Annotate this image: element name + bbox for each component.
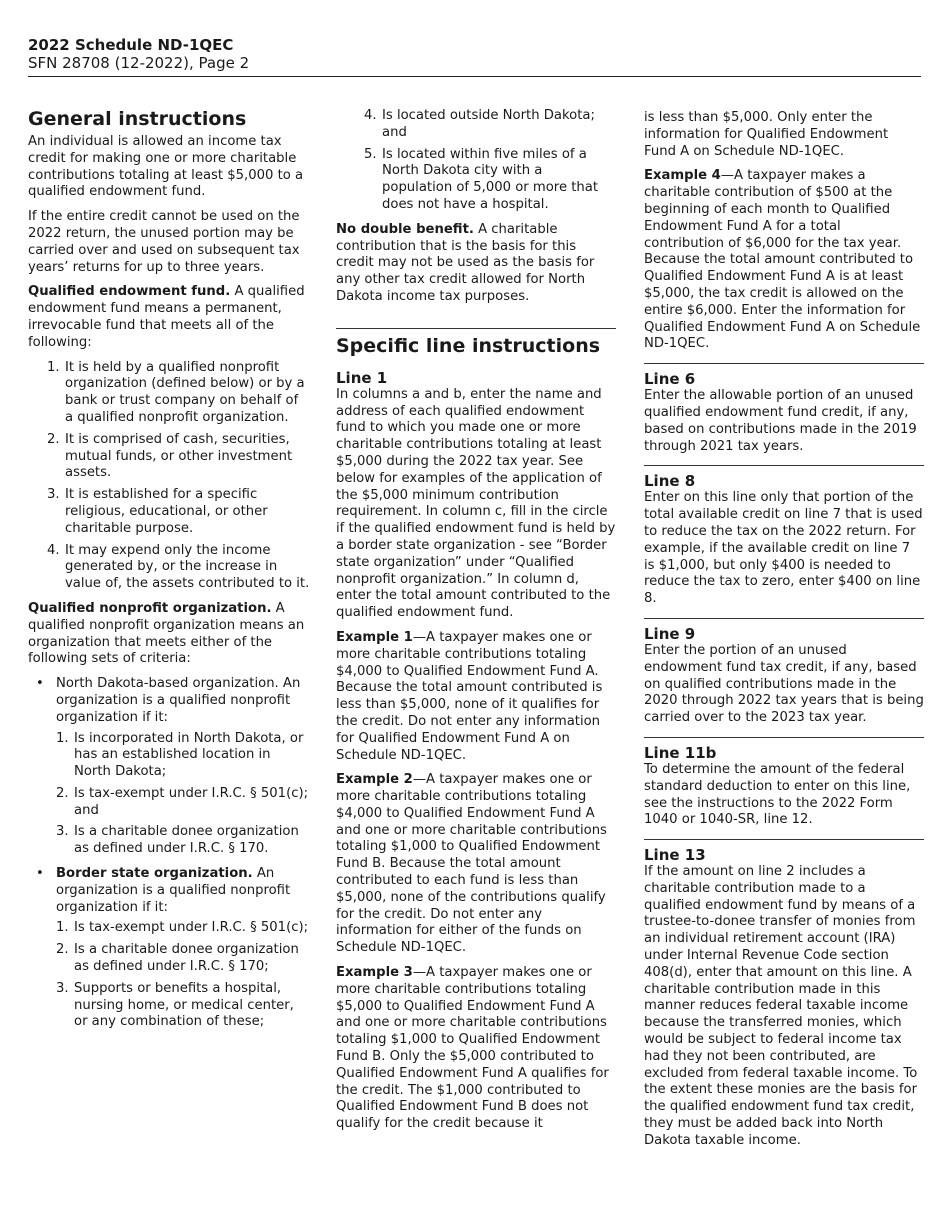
no-double-benefit: No double benefit. A charitable contribution that is the basis for this credit may not be used as the basis for any other tax credit allowed for North Dakota income tax purposes. (336, 221, 595, 304)
line11b-text: To determine the amount of the federal standard deduction to enter on this line, see the instructions to the 2022 Form 1040 or 1040-SR, line 12. (644, 761, 911, 828)
section-divider (644, 363, 924, 364)
column-3 (644, 110, 924, 1158)
border-state-criteria-cont (336, 108, 616, 214)
form-subtitle: SFN 28708 (12-2022), Page 2 (28, 54, 250, 72)
section-divider (336, 328, 616, 329)
list-item: 1. Is tax-exempt under I.R.C. § 501(c); (56, 920, 309, 936)
section-divider (644, 737, 924, 738)
column-2 (336, 108, 616, 1141)
list-item: 4. Is located outside North Dakota; and (364, 108, 595, 140)
page-header (28, 36, 921, 72)
line13-title: Line 13 (644, 846, 706, 865)
form-title: 2022 Schedule ND-1QEC (28, 36, 234, 54)
list-item: 1. It is held by a qualified nonprofit organization (defined below) or by a bank or trust company on behalf of a qualified nonprofit organization. (47, 359, 305, 425)
example-4: Example 4—A taxpayer makes a charitable contribution of $500 at the beginning of each month to Qualified Endowment Fund A for a total contribution of $6,000 for the tax year. Because the total amount contributed to Qualified Endowment Fund A is at least $5,000, the tax credit is allowed on the entire $6,000. Enter the information for Qualified Endowment Fund A on Schedule ND-1QEC. (644, 168, 921, 352)
qno-label: Qualified nonprofit organization. (28, 600, 272, 616)
list-item: 5. Is located within five miles of a North Dakota city with a population of 5,000 or more that does not have a hospital. (364, 146, 599, 212)
line6-text: Enter the allowable portion of an unused qualified endowment fund credit, if any, based on contributions made in the 2019 through 2021 tax years. (644, 388, 917, 454)
bullet-glyph: • (36, 676, 44, 692)
qef-label: Qualified endowment fund. (28, 284, 231, 300)
column-1 (28, 108, 310, 1039)
line6-title: Line 6 (644, 370, 696, 389)
section-divider (644, 839, 924, 840)
qef-definition (28, 284, 310, 351)
bullet-nd-based: • North Dakota-based organization. An organization is a qualified nonprofit organization if it: 1. Is incorporated in North Dakota, or has an established location in North Dakota; 2. Is tax-exempt under I.R.C. § 501(c); and 3. Is a charitable donee organization as defined under I.R.C. § 170. (36, 676, 309, 857)
list-item: 2. It is comprised of cash, securities, mutual funds, or other investment assets. (47, 431, 293, 481)
specific-instructions-heading: Specific line instructions (336, 334, 601, 357)
example-3: Example 3—A taxpayer makes one or more charitable contributions totaling $5,000 to Qualified Endowment Fund A and one or more charitable contributions totaling $1,000 to Qualified Endowment Fund B. Only the $5,000 contributed to Qualified Endowment Fund A qualifies for the credit. The $1,000 contributed to Qualified Endowment Fund B does not qualify for the credit because it (336, 965, 609, 1132)
general-instructions-heading: General instructions (28, 108, 247, 130)
list-item: 2. Is tax-exempt under I.R.C. § 501(c); and (56, 785, 309, 818)
line8-text: Enter on this line only that portion of the total available credit on line 7 that is used to reduce the tax on the 2022 return. For example, if the available credit on line 7 is $1,000, but only $400 is needed to reduce the tax to zero, enter $400 on line 8. (644, 490, 923, 607)
nd-based-criteria (56, 731, 310, 859)
carryover-paragraph: If the entire credit cannot be used on the 2022 return, the unused portion may be carried over and used on subsequent tax years’ returns for up to three years. (28, 209, 300, 275)
section-divider (644, 618, 924, 619)
qno-text: A qualified nonprofit organization means an organization that meets either of the following sets of criteria: (28, 600, 305, 667)
line1-title: Line 1 (336, 368, 388, 387)
line8-title: Line 8 (644, 472, 696, 491)
qno-definition (28, 601, 310, 668)
bullet-glyph: • (36, 866, 44, 882)
line9-title: Line 9 (644, 624, 696, 643)
list-item: 3. Is a charitable donee organization as defined under I.R.C. § 170. (56, 824, 299, 857)
example-3-continued: is less than $5,000. Only enter the information for Qualified Endowment Fund A on Schedule ND-1QEC. (644, 110, 889, 159)
bullet-border-state: • Border state organization. An organization is a qualified nonprofit organization if it: 1. Is tax-exempt under I.R.C. § 501(c); 2. Is a charitable donee organization as defined under I.R.C. § 170; 3. Supports or benefits a hospital, nursing home, or medical center, or any combination of these; (36, 866, 309, 1030)
header-divider (28, 76, 921, 77)
list-item: 3. Supports or benefits a hospital, nursing home, or medical center, or any combination of these; (56, 980, 294, 1030)
line9-text: Enter the portion of an unused endowment fund tax credit, if any, based on qualified contributions made in the 2020 through 2022 tax years that is being carried over to the 2023 tax year. (644, 642, 924, 726)
list-item: 2. Is a charitable donee organization as defined under I.R.C. § 170; (56, 942, 299, 975)
line1-text: In columns a and b, enter the name and address of each qualified endowment fund to which you made one or more charitable contributions totaling at least $5,000 during the 2022 tax year. See below for examples of the application of the $5,000 minimum contribution requirement. In column c, fill in the circle if the qualified endowment fund is held by a border state organization - see “Border state organization” under “Qualified nonprofit organization.” In column d, enter the total amount contributed to the qualified endowment fund. (336, 386, 616, 621)
list-item: 3. It is established for a specific religious, educational, or other charitable purpose. (47, 487, 268, 536)
line11b-title: Line 11b (644, 743, 717, 762)
line13-text: If the amount on line 2 includes a charitable contribution made to a qualified endowment fund by means of a trustee-to-donee transfer of monies from an individual retirement account (IRA) under Internal Revenue Code section 408(d), enter that amount on this line. A charitable contribution made in this manner reduces federal taxable income because the transferred monies, which would be subject to federal income tax had they not been contributed, are excluded from federal taxable income. To the extent these monies are the basis for the qualified endowment fund tax credit, they must be added back into North Dakota taxable income. (644, 864, 918, 1148)
qef-criteria-list (28, 360, 310, 593)
list-item: 4. It may expend only the income generated by, or the increase in value of, the assets contributed to it. (47, 542, 310, 592)
example-1: Example 1—A taxpayer makes one or more charitable contributions totaling $4,000 to Qualified Endowment Fund A. Because the total amount contributed is less than $5,000, none of it qualifies for the credit. Do not enter any information for Qualified Endowment Fund A on Schedule ND-1QEC. (336, 629, 603, 763)
intro-paragraph: An individual is allowed an income tax credit for making one or more charitable contributions totaling at least $5,000 to a qualified endowment fund. (28, 134, 304, 200)
list-item: 1. Is incorporated in North Dakota, or has an established location in North Dakota; (56, 730, 304, 780)
qef-text: A qualified endowment fund means a permanent, irrevocable fund that meets all of the following: (28, 284, 305, 350)
border-state-criteria (56, 920, 310, 1031)
example-2: Example 2—A taxpayer makes one or more charitable contributions totaling $4,000 to Qualified Endowment Fund A and one or more charitable contributions totaling $1,000 to Qualified Endowment Fund B. Because the total amount contributed to each fund is less than $5,000, none of the contributions qualify for the credit. Do not enter any information for either of the funds on Schedule ND-1QEC. (336, 772, 607, 956)
section-divider (644, 465, 924, 466)
qno-criteria-bullets (28, 676, 310, 1031)
